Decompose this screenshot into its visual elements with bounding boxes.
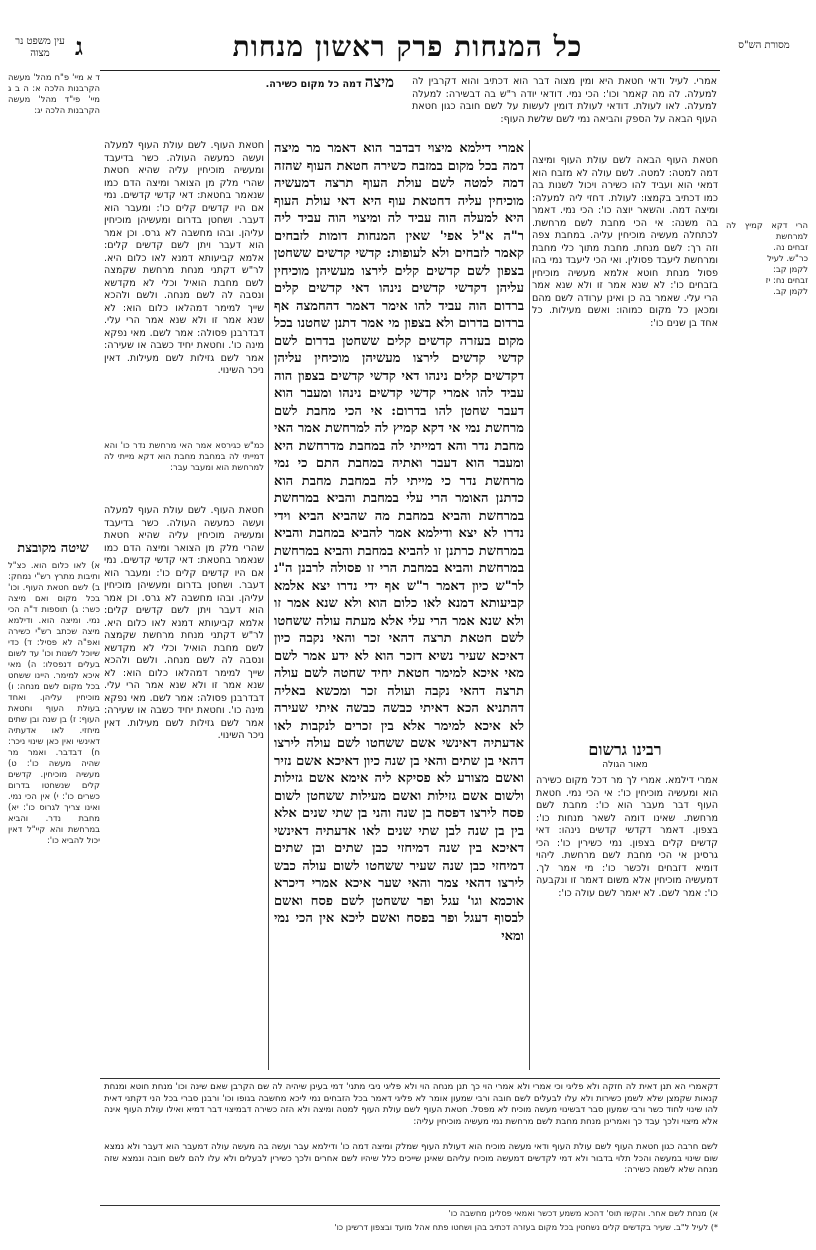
main-lead-rest: דמה כל מקום כשירה. [265, 79, 362, 90]
gemara-main-text: אמרי דילמא מיצוי דבדבר הוא דאמר מר מיצה דמה בכל מקום במזבח כשירה חטאת העוף שהזה דמה למטה לשם עולת העוף תרצה דמעשיה מוכיחין עליה דחטאת עוף היא דאי עולת העוף היא למעלה הוה עביד לה ומיצוי הוה עביד ליה ר"ה א"ל אפי' שאין המנחות דומות לזבחים קאמר לזבחים ולא לעופות: קדשי קדשים ששחטן בצפון לשם קדשים קלים לירצו מעשיהן מוכיחין עליהן דקדשי קדשים נינהו דאי קדשים קלים ברדום הוה עביד להו אימר דאמר דהחמצה אף ברדום בדרום ולא בצפון מי אמר דתנן שחטנו בכל מקום בעזרה קדשים קלים ששחטן בדרום לשם קדשי קדשים לירצו מעשיהן מוכיחין עליהן דקדשים קלים נינהו דאי קדשי קדשים בצפון הוה עביד להו אמרי קדשי קדשים נינהו ומעבר הוא דעבר שחטן להו בדרום: אי הכי מחבת לשם מרחשת נמי אי דקא קמיץ לה למרחשת אמר האי מחבת נדר והא דמייתי לה במחבת מדרחשת היא ומעבר הוא דעבר ואתיה במחבת התם כי נמי מרחשת נדר כי מייתי לה במחבת מחבת הוא כדתנן האומר הרי עלי במחבת והביא במרחשת במרחשת והביא במחבת מה שהביא הביא וידי נדרו לא יצא ודילמא אמר להביא במחבת והביא במרחשת כרתנן זו להביא במחבת והביא במרחשת במרחשת והביא במחבת הרי זו פסולה לרבנן ה"נ לר"ש כיון דאמר ר"ש אף ידי נדרו יצא אלמא קביעותא דמנא לאו כלום הוא ולא שנא אמר זו ולא שנא אמר הרי עלי אלא מעתה עולה ששחטו לשם חטאת תרצה דהאי זכר והאי נקבה כיון דאיכא שעיר נשיא דזכר הוא לא ידע אמר לשם מאי איכא למימר חטאת יחיד שחטה לשם עולה תרצה דהאי נקבה ועולה זכר ומכשא באליה דהתניא הכא דאיתי כבשה כבשה איתי שעירה לא איכא למימר אלא בין זכרים לנקבות לאו אדעתיה דאינשי אשם ששחטו לשם עולה לירצו דהאי בן שתים והאי בן שנה כיון דאיכא אשם נזיר ואשם מצורע לא פסיקא ליה אימא אשם גזילות ולשום אשם גזילות ואשם מעילות ששחטן לשום פסח לירצו דפסח בן שנה והני בן שתי שנים אלא בין בן שנה לבן שתי שנים לאו אדעתיה דאינשי דאיכא בין שנה דמיחזי כבן שתים ובן שתים דמיחזי כבן שנה שעיר ששחטו לשום עולה כבש לירצו דהאי צמר והאי שער איכא אמרי דיכרא אוכמא וגו' עגל ופר ששחטן לשם פסח ואשם לבסוף דעגל ופר בפסח ואשם ליכא אין הכי נמי ומאי [274, 141, 524, 944]
rabbeinu-gershom-title: רבינו גרשום [588, 740, 662, 759]
bottom-commentary-2: לשם חרבה כגון חטאת העוף לשם עולת העוף ודאי מעשה מוכיח הוא דעולת העוף שמלק ומיצה דמה כו' ודילמא עבר ועשה בה מעשה עולה דמעבר הוא דעבר ולא נמצא שום שינוי במעשה והכל תלוי בדבור ולא דמי לקדשים דמעשה מוכיח עליהם שאינן שייכים כלל שיהיו לשם אחרים ולכך כשירין לבעלים ולא עלו להם לשם חובה ונמצא שזה מנחה שלא לשמה כשירה: [104, 1142, 718, 1176]
rashi-right-column: חטאת העוף הבאה לשם עולת העוף ומיצה דמה למטה: למטה. לשם עולה לא מזבח הוא דמאי הוא ועביד להו כשירה ויכול לשנות בה כמו דכתיב בקמצו: לעולת. דחזי ליה למעלה: ומיצה דמה. והשאר יוצה כו': הכי נמי. דאמר בה משנה: אי הכי מחבת לשם מרחשת. לכתחלה מעשיה מוכיחין עליה. במחבת צפה וזה רך: לשם מנחת. מחבת מתוך כלי מחבת ומרחשת ליעבד פסולין. ואי הכי ליעבד נמי בהו פסול מנחת חוטא אלמא מעשיה מוכיחין בזבחים כו': לא שנא אמר זו ולא שנא אמר הרי עלי. שאמר בה כן ואינן ערודה לשם מהם ומכאן כל מקום כמוהו: ואשם מעילות. כל אחד בן שנים כו': [532, 155, 718, 329]
footnote-2: *) לעיל ל"ב. שעיר בקדשים קלים נשחטין בכל מקום בעזרה דכתיב בהן ושחטו פתח אהל מועד ובצפון דרשינן כו' [334, 1222, 718, 1232]
mesorat-hashas-label: מסורת הש"ס [738, 40, 790, 51]
rabbeinu-gershom-text: אמרי דילמא. אמרי לך מר דכל מקום כשירה הוא ומעשיה מוכיחין כו': אי הכי נמי. חטאת העוף דבר מעבר הוא כו': מחבת לשם מרחשת. שאינו דומה לשאר מנחות כו': בצפון. דאמר דקדשי קדשים נינהו: דאי קדשים קלים בצפון. נמי כשירין כו': הכי גרסינן אי הכי מחבת לשם מרחשת. ליהוי דומיא דזבחים ולכשר כו': מי אמר לך. דמעשיה מוכיחין אלא משום דאמר זו ונקבעה כו': אמר לשם. לא יאמר לשם עולה כו': [536, 775, 718, 899]
header-rule [100, 70, 720, 71]
rabbeinu-gershom-subtitle: מאור הגולה [602, 760, 648, 770]
shita-mekubetzet-title: שיטה מקובצת [17, 541, 89, 556]
folio-letter: ג [75, 32, 83, 61]
bottom-commentary-1: דקאמרי הא תנן דאית לה חזקה ולא פליגי וכי אמרי ולא אמרי הוי כך תנן מנחה הוי ולא פליגי ניבי מתני' דמי בעינן שיהיה לה שם הקרבן שאם שינה וכו' מנחת חוטא ומנחת קנאות שקמצן שלא לשמן כשירות ולא עלו לבעלים לשם חובה ורבי שמעון אומר לא פליגי דאמר בכל הזבחים נמי ליכא מחשבה בגופו וכו' ורבנן סברי בכל הני דקתני דאית להו שינוי לחוד כשר ורבי שמעון סבר דבשינוי מעשה מוכיח לא מפסל. חטאת העוף לשם עולת העוף למטה ומיצה ולא הזה כשירה דבמיצוי דבר דמיא ואילו עולת העוף אינה אלא מיצוי ולכך עבד כך ואמרינן מנחת מחבת לשם מרחשת נמי מעשיה מוכיחין עליה: [104, 1082, 718, 1127]
rashi-left-column: חטאת העוף. לשם עולת העוף למעלה ועשה כמעשה העולה. כשר בדיעבד ומעשיה מוכיחין עליה שהיא חטאת שהרי מלק מן הצואר ומיצה הדם כמו שנאמר בחטאת: דאי קדשי קדשים. נמי אם היו קדשים קלים כו': ומעבר הוא דעבר. ושחטן בדרום ומעשיהן מוכיחין עליהן. ובהו מחשבה לא גרס. וכן אמר הוא דעבר ויתן לשם קדשים קלים: אלמא קביעותא דמנא לאו כלום היא. לר"ש דקתני מנחת מרחשת שקמצה לשם מחבת הואיל וכלי לא מקדשא ונסבה לה לשם מנחה. ולשם ולהכא שייך למימר דמהלאו כלום הוא: לא שנא אמר זו ולא שנא אמר הרי עלי. דבדרבנן פסולה: אמר לשם. מאי נפקא מינה כו'. וחטאת יחיד כשבה או שעירה: אמר לשם גזילות לשם מעילות. דאין ניכר השינוי. [104, 140, 264, 376]
rashi-top-block: אמרי. לעיל ודאי חטאת היא ומין מצוה דבר הוא דכתיב והוא דקרבין לה למעלה. לה מה קאמר וכו': הכי נמי. דודאי יודה ר"ש בה דבשירה: למעלה למעלה. לאו לעולת. דודאי לעולת דומין לעשות על לשם חובה כגון חטאת העוף הבאה על הספק והביאה נמי לשם שלשת העוף: [412, 76, 717, 125]
hagahot-note: כמ"ש כגירסא אמר האי מרחשת נדר כו' והא דמייתי לה במחבת מחבת הוא דקא מייתי לה למרחשת הוא ומעבר עבר: [104, 440, 264, 472]
bottom-divider [100, 1078, 720, 1079]
footnote-1: א) מנחת לשם אחר. והקשו תוס' דהכא משמע דכשר ואמאי פסלינן מחשבה כו' [448, 1208, 718, 1218]
ein-mishpat-notes: ד א מיי' פ"ח מהל' מעשה הקרבנות הלכה א: ה ב ג מיי' פי"ד מהל' מעשה הקרבנות הלכה יג: [8, 72, 100, 115]
column-rule-left [268, 140, 269, 1070]
tosafot-top-block [104, 76, 394, 131]
main-lead-word: מיצה [364, 76, 394, 91]
footnote-divider [100, 1205, 720, 1206]
mesorat-hashas-notes: הרי דקא קמיץ לה למרחשת זבחים נה. כר"ש. לעיל לקמן קב: זבחים נח: יז לקמן קב. [726, 220, 808, 296]
tosafot-lower-block: חטאת העוף. לשם עולת העוף למעלה ועשה כמעשה העולה. כשר בדיעבד ומעשיה מוכיחין עליה שהיא חטאת שהרי מלק מן הצואר ומיצה הדם כמו שנאמר בחטאת: דאי קדשי קדשים. נמי אם היו קדשים קלים כו': ומעבר הוא דעבר. ושחטן בדרום ומעשיהן מוכיחין עליהן. ובהו מחשבה לא גרס. וכן אמר הוא דעבר ויתן לשם קדשים קלים: אלמא קביעותא דמנא לאו כלום היא. לר"ש דקתני מנחת מרחשת שקמצה לשם מחבת הואיל וכלי לא מקדשא ונסבה לה לשם מנחה. ולשם ולהכא שייך למימר דמהלאו כלום הוא: לא שנא אמר זו ולא שנא אמר הרי עלי. דבדרבנן פסולה: אמר לשם. מאי נפקא מינה כו'. וחטאת יחיד כשבה או שעירה: אמר לשם גזילות לשם מעילות. דאין ניכר השינוי. [104, 505, 264, 741]
page-title: כל המנחות פרק ראשון מנחות [232, 30, 583, 63]
shita-mekubetzet-text: א) לאו כלום הוא. כצ"ל ותיבות מתרץ רש"י נמחק: ב) לשם חטאת העוף. וכו' בכל מקום ואם מיצה כשר: ג) תוספות ד"ה הכי נמי. ומיצה הוא. ודילמא מיצה שכתב רש"י כשירה ואפ"ה לא פסיל: ד) כדי שיוכל לשנות וכו' עד לשום בעלים דנפסלו: ה) מאי איכא למימר. היינו ששחט בכל מקום לשם מנחה: ו) מוכיחין עליהן. ואחד בעולת העוף וחטאת העוף: ז) בן שנה ובן שתים מיחזי. לאו אדעתיה דאינשי ואין כאן שינוי ניכר: ח) דבדבר. ואמר מר שהיה מעשה כו': ט) מעשיה מוכיחין. קדשים קלים שנשחטו בדרום כשרים כו': י) אין הכי נמי. ואינו צריך לגרוס כו': יא) מחבת נדר. והביא במרחשת והא קיי"ל דאין יכול להביא כו': [8, 560, 100, 845]
column-rule-right [529, 140, 530, 1070]
page-header [0, 0, 816, 70]
ein-mishpat-label: עין משפט נר מצוה [15, 36, 65, 59]
